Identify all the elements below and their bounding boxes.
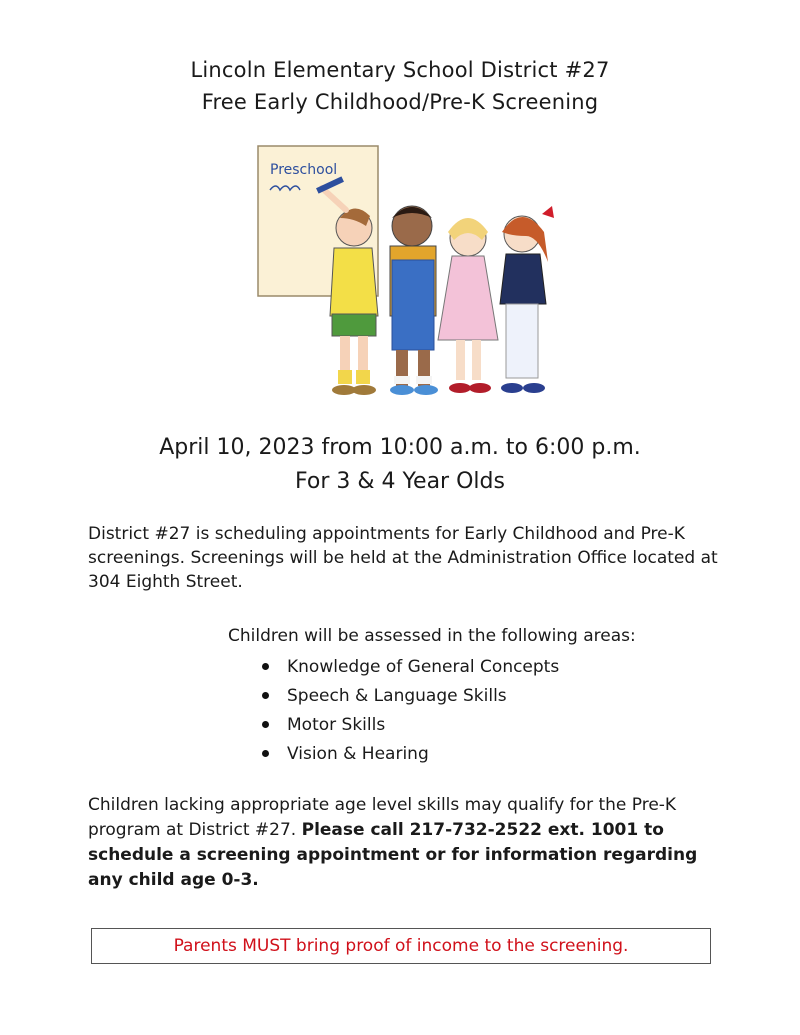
- bullet-icon: [262, 692, 269, 699]
- assessment-area-list: [262, 652, 559, 768]
- area-label: Speech & Language Skills: [287, 685, 507, 706]
- list-item: [262, 710, 559, 739]
- area-label: Motor Skills: [287, 714, 386, 735]
- event-audience: For 3 & 4 Year Olds: [295, 469, 505, 494]
- assessment-heading: Children will be assessed in the following areas:: [228, 626, 636, 646]
- bullet-icon: [262, 750, 269, 757]
- contact-instructions: Please call 217-732-2522 ext. 1001 to schedule a screening appointment or for information regarding any child age 0-3.: [88, 820, 698, 890]
- qualify-text: Children lacking appropriate age level skills may qualify for the Pre-K program at District #27.: [88, 795, 677, 840]
- board-text: Preschool: [270, 162, 338, 178]
- area-label: Vision & Hearing: [287, 743, 429, 764]
- list-item: [262, 652, 559, 681]
- notice-text: Parents MUST bring proof of income to the screening.: [173, 936, 629, 956]
- qualify-paragraph: [88, 793, 708, 893]
- area-label: Knowledge of General Concepts: [287, 656, 560, 677]
- event-date-time: April 10, 2023 from 10:00 a.m. to 6:00 p.m.: [159, 435, 641, 460]
- bullet-icon: [262, 663, 269, 670]
- children-at-board-illustration: [250, 140, 560, 415]
- list-item: [262, 681, 559, 710]
- income-proof-notice: [91, 928, 711, 964]
- title-line-2: Free Early Childhood/Pre-K Screening: [201, 90, 599, 114]
- bullet-icon: [262, 721, 269, 728]
- list-item: [262, 739, 559, 768]
- intro-paragraph: District #27 is scheduling appointments for Early Childhood and Pre-K screenings. Screenings will be held at the Administration Office located at 304 Eighth Street.: [88, 524, 718, 592]
- title-line-1: Lincoln Elementary School District #27: [190, 58, 610, 82]
